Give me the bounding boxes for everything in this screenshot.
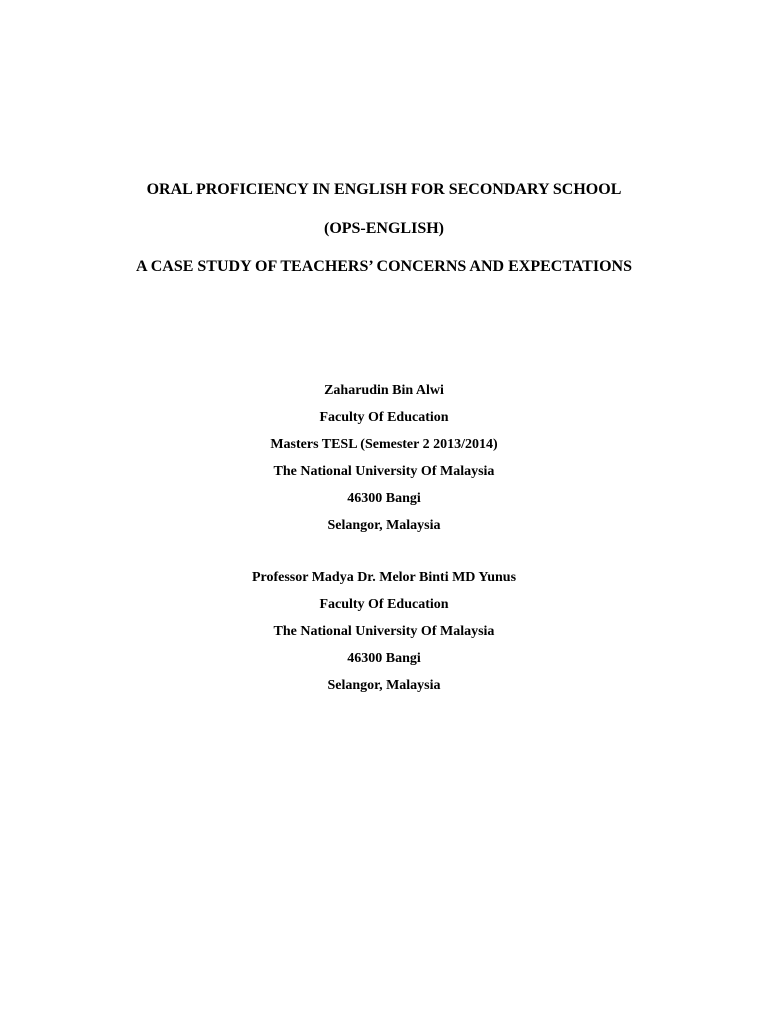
author-2-university: The National University Of Malaysia — [273, 624, 495, 639]
author-1-state: Selangor, Malaysia — [327, 518, 441, 533]
author-2-postcode: 46300 Bangi — [347, 651, 421, 666]
author-2-block — [0, 564, 768, 699]
author-1-postcode: 46300 Bangi — [347, 491, 421, 506]
author-1-name: Zaharudin Bin Alwi — [324, 383, 444, 398]
title-line-1: ORAL PROFICIENCY IN ENGLISH FOR SECONDARY SCHOOL — [146, 181, 622, 198]
author-1-block — [0, 377, 768, 539]
author-1-university: The National University Of Malaysia — [273, 464, 495, 479]
author-2-name: Professor Madya Dr. Melor Binti MD Yunus — [251, 570, 517, 585]
title-line-3: A CASE STUDY OF TEACHERS’ CONCERNS AND EXPECTATIONS — [136, 258, 632, 275]
author-1-faculty: Faculty Of Education — [319, 410, 449, 425]
author-2-state: Selangor, Malaysia — [327, 678, 441, 693]
title-line-2: (OPS-ENGLISH) — [323, 220, 444, 237]
author-2-faculty: Faculty Of Education — [319, 597, 449, 612]
author-1-program: Masters TESL (Semester 2 2013/2014) — [270, 437, 498, 452]
